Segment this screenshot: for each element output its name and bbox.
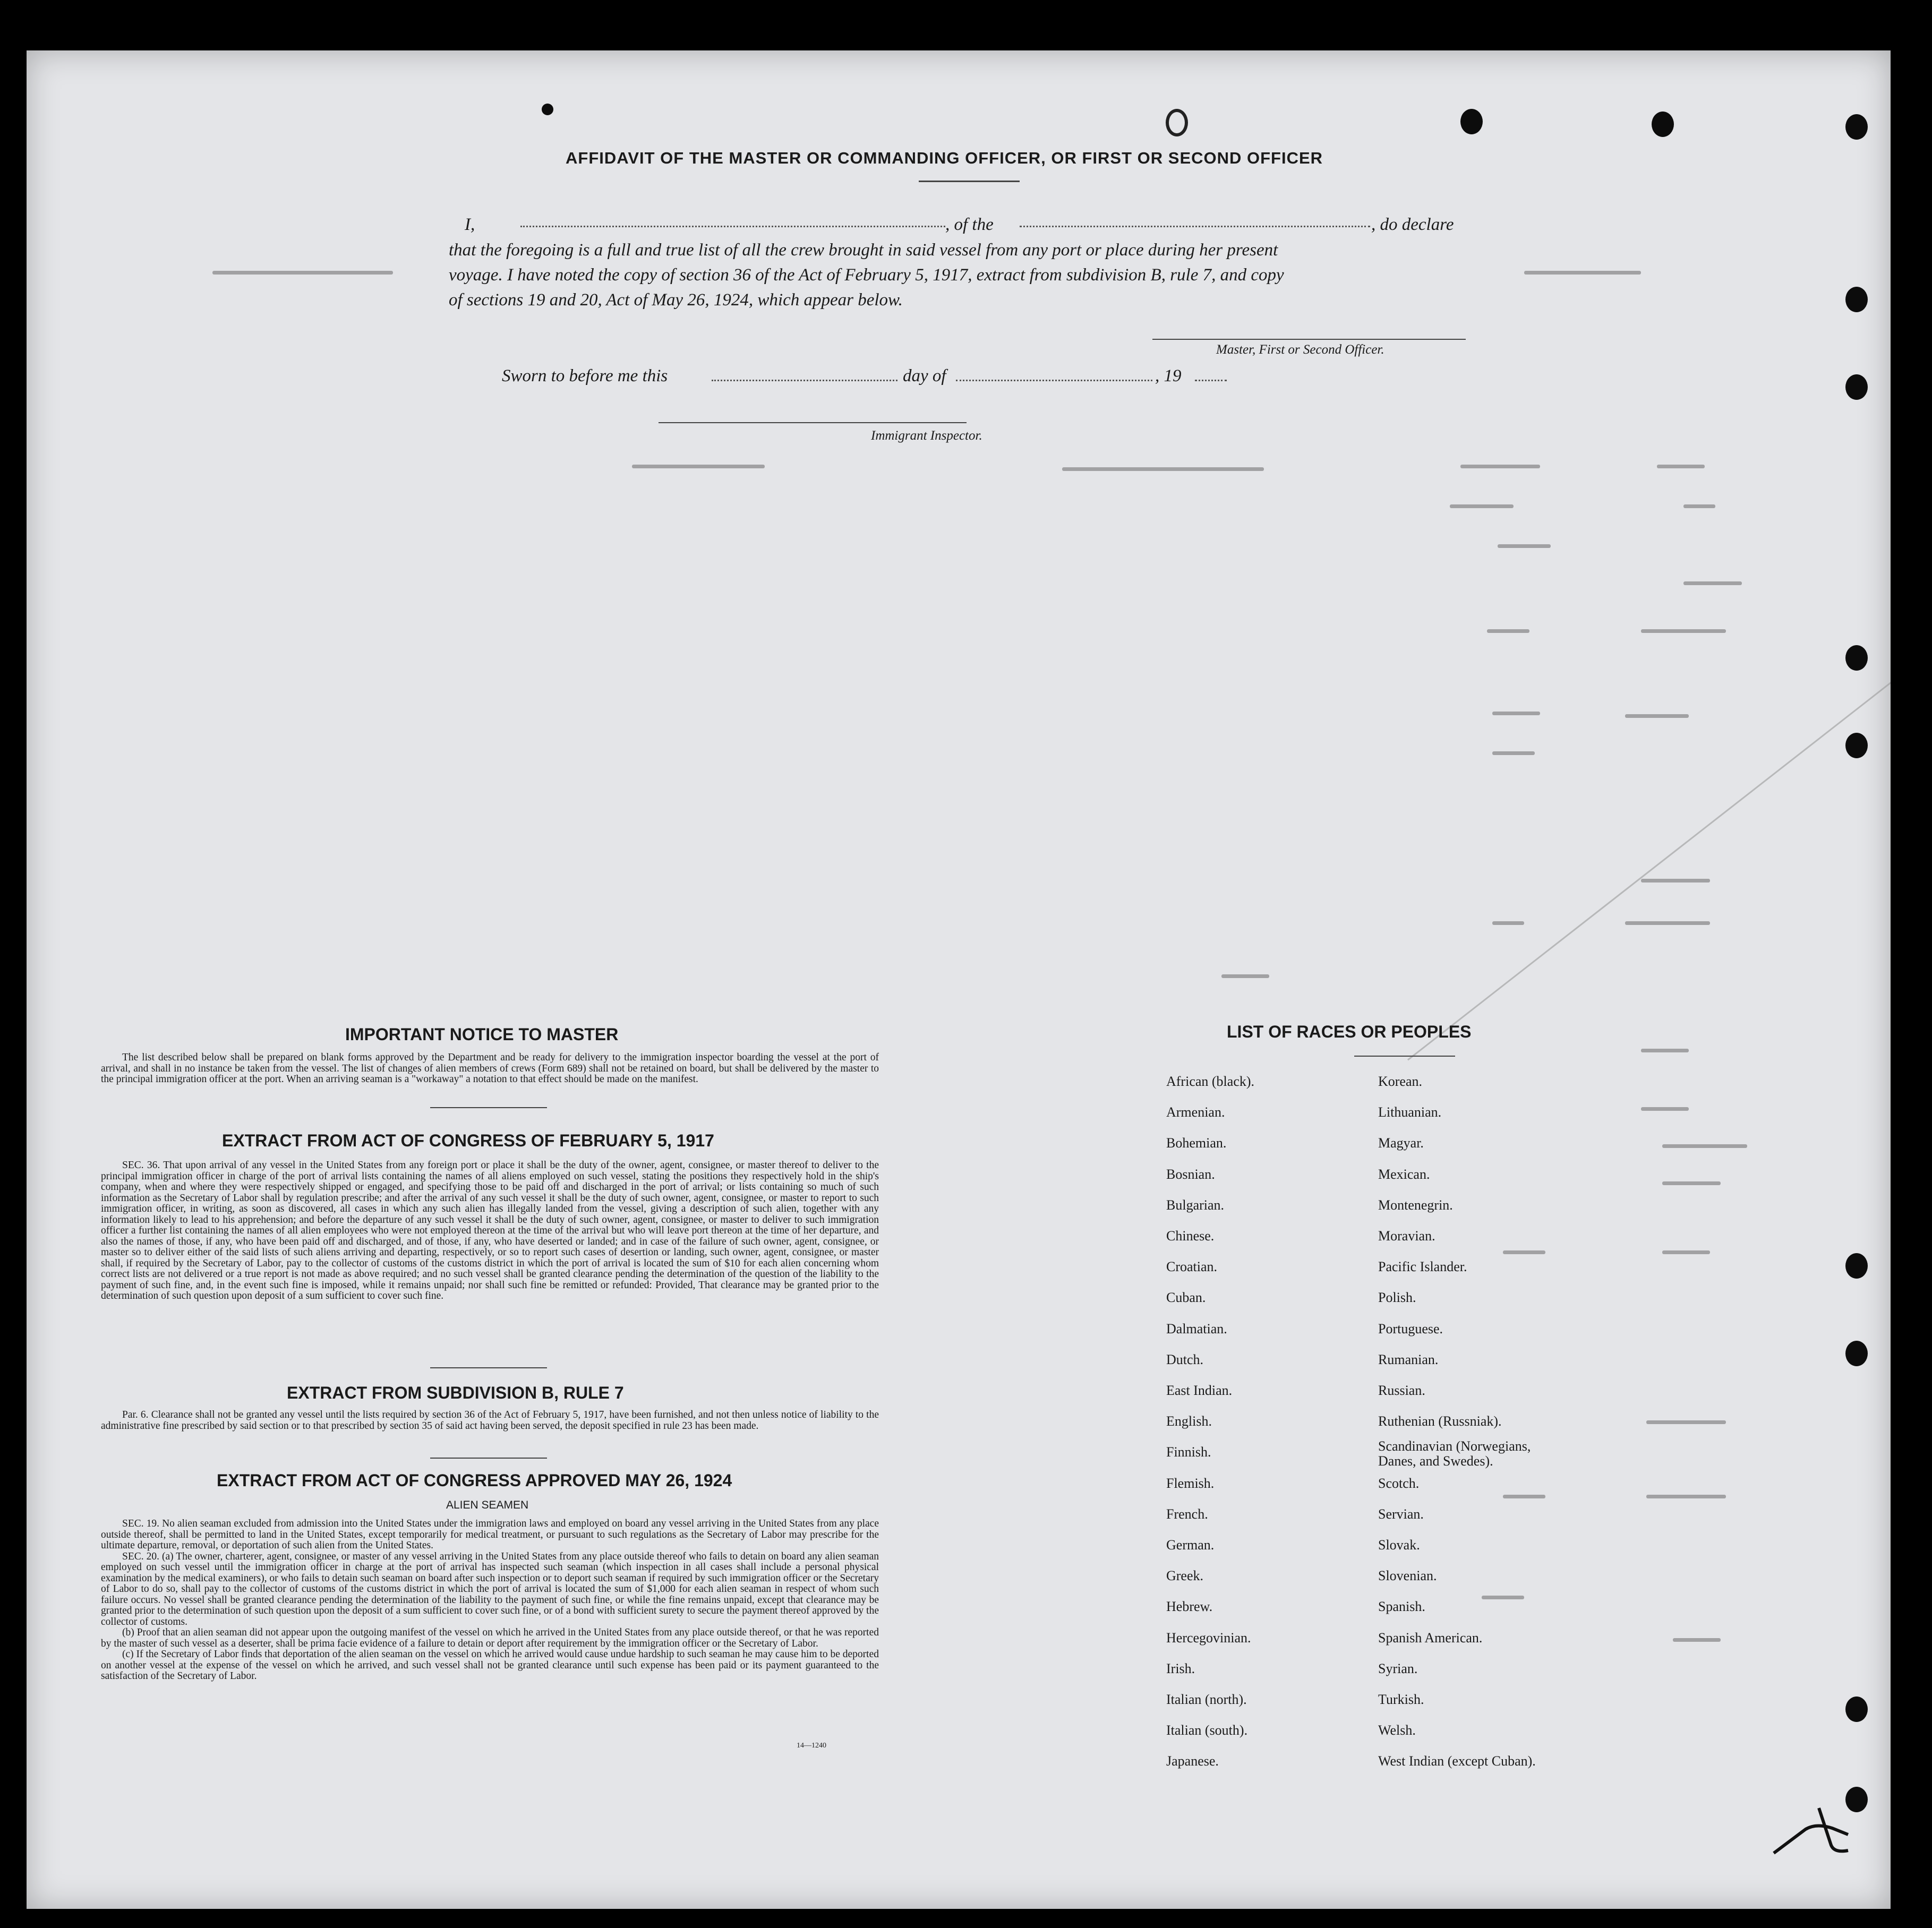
- punch-hole: [1845, 114, 1868, 140]
- affidavit-i: I,: [465, 215, 475, 234]
- punch-hole: [1845, 1341, 1868, 1366]
- vessel-blank[interactable]: [1020, 226, 1370, 227]
- race-item: Polish.: [1378, 1290, 1416, 1306]
- punch-hole: [1460, 109, 1483, 134]
- race-item: Scandinavian (Norwegians, Danes, and Swedes).: [1378, 1438, 1531, 1469]
- punch-hole: [1845, 645, 1868, 671]
- race-item: Japanese.: [1166, 1753, 1219, 1769]
- race-item: Cuban.: [1166, 1290, 1206, 1306]
- race-item: Irish.: [1166, 1660, 1195, 1676]
- race-item: Italian (south).: [1166, 1723, 1248, 1738]
- race-item: Flemish.: [1166, 1475, 1215, 1491]
- sworn-text: Sworn to before me this: [502, 366, 668, 385]
- race-item: Turkish.: [1378, 1692, 1424, 1707]
- extract-1924-text: SEC. 19. No alien seaman excluded from admission into the United States under the immigration laws and employed on board any vessel arriving in the United States from any place outside thereof, shall be permitted to land in the United States, except temporarily for medical treatment, or pursuant to such regulations as the Secretary of Labor may prescribe for the ultimate departure, removal, or deportation of such alien from the United States. SEC. 20. (a) The owner, charterer, agent, consignee, or master of any vessel arriving in the United States from any place outside thereof who fails to detain on board any alien seaman employed on such vessel until the immigration officer in charge at the port of arrival has inspected such seaman (which inspection in all cases shall include a personal physical examination by the medical examiners), or who fails to detain such seaman on board after such inspection or to deport such seaman if required by such immigration officer or the Secretary of Labor to do so, shall pay to the collector of customs of the customs district in which the port of arrival is located the sum of $1,000 for each alien seaman in respect of whom such failure occurs. No vessel shall be granted clearance pending the determination of the liability to the payment of such fine, or while the fine remains unpaid, except that clearance may be granted prior to the determination of such question upon the deposit of a sum sufficient to cover such fine, or of a bond with sufficient surety to secure the payment thereof approved by the collector of customs. (b) Proof that an alien seaman did not appear upon the outgoing manifest of the vessel on which he arrived in the United States from any place outside thereof, or that he was reported by the master of such vessel as a deserter, shall be prima facie evidence of a failure to detain or deport after requirement by the immigration officer or the Secretary of Labor. (c) If the Secretary of Labor finds that deportation of the alien seaman on the vessel on which he arrived would cause undue hardship to such seaman he may cause him to be deported on another vessel at the expense of the vessel on which he arrived, and such vessel shall not be granted clearance until such expense has been paid or its payment guaranteed to the satisfaction of the Secretary of Labor.: [101, 1518, 879, 1682]
- affidavit-line-4: of sections 19 and 20, Act of May 26, 1924, which appear below.: [449, 290, 903, 310]
- race-item: African (black).: [1166, 1074, 1255, 1089]
- race-item: Spanish American.: [1378, 1630, 1483, 1646]
- extract-1917-text: SEC. 36. That upon arrival of any vessel in the United States from any foreign port or place it shall be the duty of the owner, agent, consignee, or master thereof to deliver to the principal immigration officer in charge of the port of arrival lists containing the names of all aliens employed on such vessel, stating the positions they respectively hold in the ship's company, when and where they were respectively shipped or engaged, and specifying those to be paid off and discharged in the port of arrival; or lists containing so much of such information as the Secretary of Labor shall by regulation prescribe; and after the arrival of any such vessel it shall be the duty of such owner, agent, consignee, or master to report to such immigration officer, in writing, as soon as discovered, all cases in which any such alien has illegally landed from the vessel, giving a description of such alien, together with any information likely to lead to his apprehension; and before the departure of any such vessel it shall be the duty of such owner, agent, consignee, or master to deliver to such immigration officer a further list containing the names of all alien employees who were not employed thereon at the time of the arrival but who will leave port thereon at the time of her departure, and also the names of those, if any, who have been paid off and discharged, and of those, if any, who have deserted or landed; and in case of the failure of such owner, agent, consignee, or master so to deliver either of the said lists of such aliens arriving and departing, respectively, or so to report such cases of desertion or landing, such owner, agent, consignee, or master shall, if required by the Secretary of Labor, pay to the collector of customs of the customs district in which the port of arrival is located the sum of $10 for each alien concerning whom correct lists are not delivered or a true report is not made as above required; and no such vessel shall be granted clearance pending the determination of the question of the liability to the payment of such fine, and, in the event such fine is imposed, while it remains unpaid; nor shall such fine be remitted or refunded: Provided, That clearance may be granted prior to the determination of such question upon deposit of a sum sufficient to cover such fine.: [101, 1160, 879, 1301]
- race-item: Finnish.: [1166, 1444, 1211, 1460]
- sworn-day-blank[interactable]: [712, 380, 897, 381]
- race-item: Russian.: [1378, 1383, 1425, 1398]
- race-item: Montenegrin.: [1378, 1197, 1453, 1213]
- race-item: Greek.: [1166, 1568, 1204, 1584]
- affidavit-of-the: , of the: [945, 215, 994, 234]
- notice-title: IMPORTANT NOTICE TO MASTER: [345, 1025, 619, 1044]
- handwritten-mark: [1768, 1803, 1853, 1861]
- punch-hole: [1845, 1696, 1868, 1722]
- master-caption: Master, First or Second Officer.: [1216, 342, 1384, 357]
- race-item: Dutch.: [1166, 1351, 1204, 1367]
- race-item: Bosnian.: [1166, 1166, 1215, 1182]
- race-item: Magyar.: [1378, 1135, 1424, 1151]
- extract-rule7-text: Par. 6. Clearance shall not be granted any vessel until the lists required by section 36 of the Act of February 5, 1917, have been furnished, and not then unless notice of liability to the administrative fine prescribed by said section or to that prescribed by section 35 of said act having been served, the deposit specified in rule 23 has been made.: [101, 1409, 879, 1432]
- race-item: Scotch.: [1378, 1475, 1420, 1491]
- punch-hole: [542, 104, 553, 115]
- inspector-caption: Immigrant Inspector.: [871, 429, 982, 443]
- race-item: Hebrew.: [1166, 1599, 1213, 1615]
- races-title: LIST OF RACES OR PEOPLES: [1227, 1022, 1472, 1041]
- affidavit-title: AFFIDAVIT OF THE MASTER OR COMMANDING OFFICER, OR FIRST OR SECOND OFFICER: [566, 149, 1323, 167]
- affidavit-declare: , do declare: [1371, 215, 1454, 234]
- race-item: English.: [1166, 1413, 1212, 1429]
- race-item: Portuguese.: [1378, 1321, 1443, 1336]
- document-page: [27, 50, 1891, 1909]
- affidavit-line-3: voyage. I have noted the copy of section 36 of the Act of February 5, 1917, extract from subdivision B, rule 7, and copy: [449, 265, 1284, 285]
- race-item: Syrian.: [1378, 1660, 1418, 1676]
- race-item: Chinese.: [1166, 1228, 1215, 1244]
- race-item: Ruthenian (Russniak).: [1378, 1413, 1502, 1429]
- race-item: Dalmatian.: [1166, 1321, 1227, 1336]
- sworn-day-of: day of: [903, 366, 946, 385]
- race-item: Korean.: [1378, 1074, 1423, 1089]
- punch-hole: [1845, 287, 1868, 312]
- race-item: West Indian (except Cuban).: [1378, 1753, 1536, 1769]
- race-item: Pacific Islander.: [1378, 1259, 1467, 1275]
- race-item: Armenian.: [1166, 1104, 1225, 1120]
- race-item: Bohemian.: [1166, 1135, 1227, 1151]
- race-item: Mexican.: [1378, 1166, 1430, 1182]
- punch-hole: [1845, 374, 1868, 400]
- race-item: Bulgarian.: [1166, 1197, 1225, 1213]
- punch-hole: [1166, 109, 1188, 136]
- race-item: Moravian.: [1378, 1228, 1435, 1244]
- race-item: Rumanian.: [1378, 1351, 1439, 1367]
- punch-hole: [1845, 1253, 1868, 1279]
- race-item: Welsh.: [1378, 1723, 1416, 1738]
- extract-1924-title: EXTRACT FROM ACT OF CONGRESS APPROVED MAY 26, 1924: [217, 1471, 732, 1490]
- race-item: East Indian.: [1166, 1383, 1233, 1398]
- race-item: Lithuanian.: [1378, 1104, 1442, 1120]
- race-item: Slovenian.: [1378, 1568, 1437, 1584]
- sworn-year-prefix: , 19: [1155, 366, 1182, 385]
- race-item: German.: [1166, 1537, 1215, 1553]
- form-number: 14—1240: [797, 1742, 826, 1750]
- extract-rule7-title: EXTRACT FROM SUBDIVISION B, RULE 7: [287, 1383, 624, 1402]
- sworn-year-blank[interactable]: [1195, 380, 1227, 381]
- notice-text: The list described below shall be prepared on blank forms approved by the Department and be ready for delivery to the immigration inspector boarding the vessel at the port of arrival, and shall in no instance be taken from the vessel. The list of changes of alien members of crews (Form 689) shall not be retained on board, but shall be delivered by the master to the principal immigration officer at the port. When an arriving seaman is a "workaway" a notation to that effect should be made on the manifest.: [101, 1052, 879, 1085]
- race-item: Croatian.: [1166, 1259, 1218, 1275]
- alien-seamen-subtitle: ALIEN SEAMEN: [446, 1499, 529, 1511]
- race-item: Italian (north).: [1166, 1692, 1247, 1707]
- race-item: Hercegovinian.: [1166, 1630, 1251, 1646]
- punch-hole: [1652, 112, 1674, 137]
- race-item: Spanish.: [1378, 1599, 1425, 1615]
- race-item: French.: [1166, 1506, 1208, 1522]
- sworn-month-blank[interactable]: [956, 380, 1152, 381]
- punch-hole: [1845, 733, 1868, 758]
- extract-1917-title: EXTRACT FROM ACT OF CONGRESS OF FEBRUARY 5, 1917: [222, 1131, 714, 1150]
- race-item: Servian.: [1378, 1506, 1424, 1522]
- race-item: Slovak.: [1378, 1537, 1420, 1553]
- affidavit-line-2: that the foregoing is a full and true list of all the crew brought in said vessel from any port or place during her present: [449, 241, 1278, 260]
- name-blank[interactable]: [520, 226, 945, 227]
